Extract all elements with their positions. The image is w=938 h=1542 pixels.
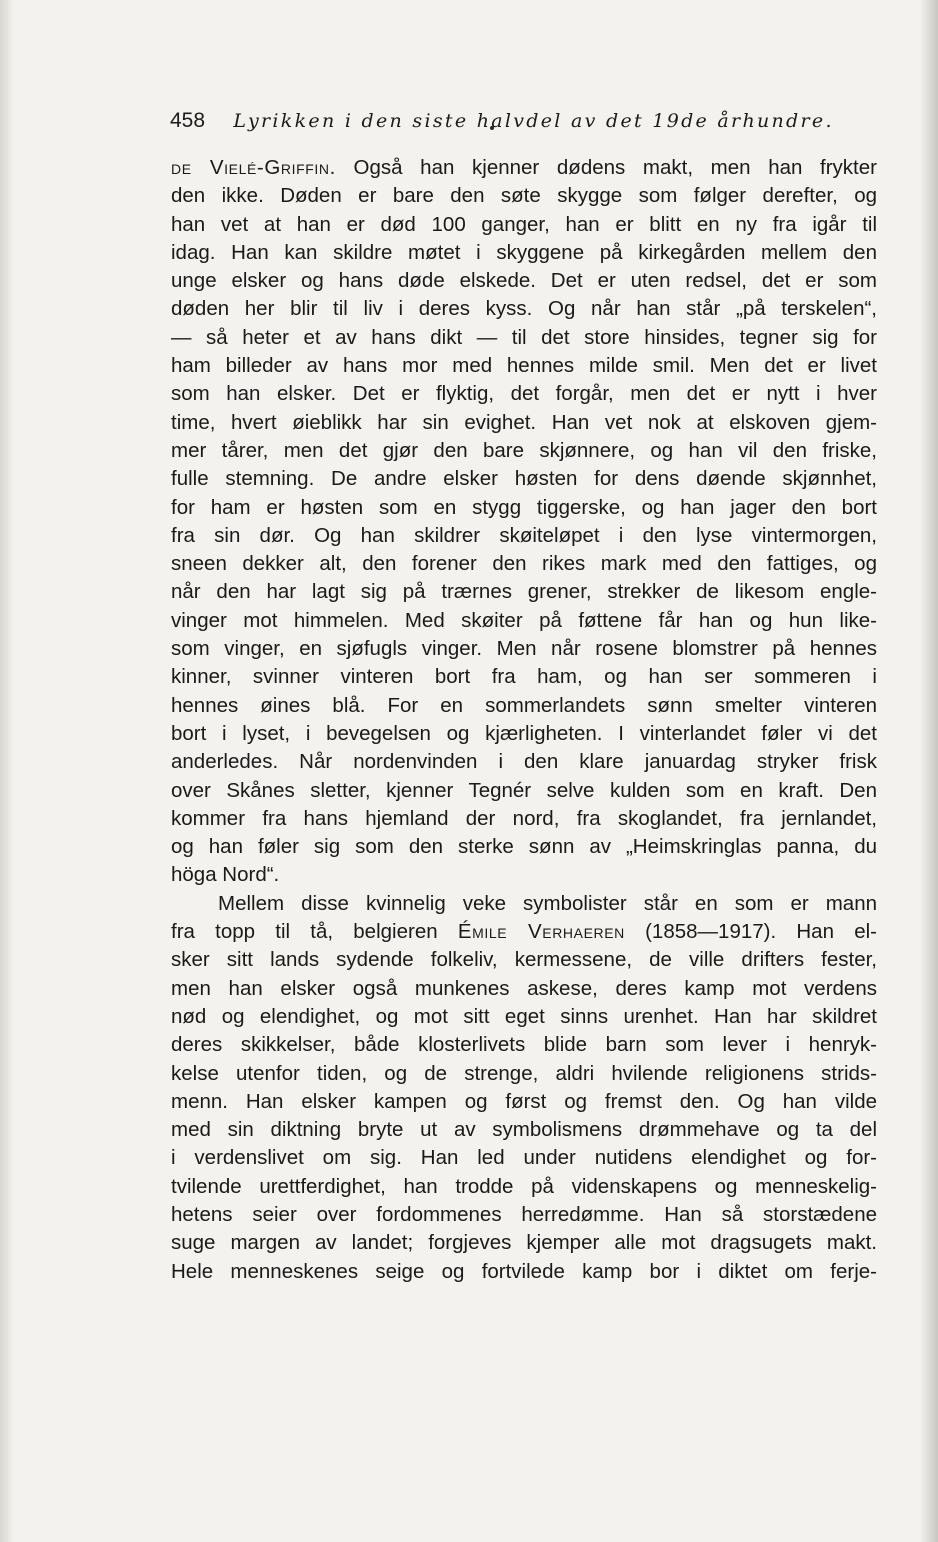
text-line: den ikke. Døden er bare den søte skygge som følger derefter, og <box>171 184 877 208</box>
text-line: han vet at han er død 100 ganger, han er blitt en ny fra igår til <box>171 212 877 236</box>
text-line: mer tårer, men det gjør den bare skjønnere, og han vil den friske, <box>171 438 877 462</box>
text-line: for ham er høsten som en stygg tiggerske, og han jager den bort <box>171 495 877 519</box>
text-line: hennes øines blå. For en sommerlandets sønn smelter vinteren <box>171 693 877 717</box>
text-line: kommer fra hans hjemland der nord, fra skoglandet, fra jernlandet, <box>171 806 877 830</box>
text-line: som han elsker. Det er flyktig, det forgår, men det er nytt i hver <box>171 382 877 406</box>
text-line: — så heter et av hans dikt — til det store hinsides, tegner sig for <box>171 325 877 349</box>
page-edge-shadow <box>920 0 938 1542</box>
text-line: Hele menneskenes seige og fortvilede kamp bor i diktet om ferje- <box>171 1259 877 1283</box>
text-line: over Skånes sletter, kjenner Tegnér selve kulden som en kraft. Den <box>171 778 877 802</box>
text-line: som vinger, en sjøfugls vinger. Men når rosene blomstrer på hennes <box>171 637 877 661</box>
text-line: sneen dekker alt, den forener den rikes mark med den fattiges, og <box>171 552 877 576</box>
text-line: anderledes. Når nordenvinden i den klare januardag stryker frisk <box>171 750 877 774</box>
text-line: når den har lagt sig på trærnes grener, strekker de likesom engle- <box>171 580 877 604</box>
text-line-fragment: Også han kjenner dødens makt, men han frykter <box>335 156 877 179</box>
text-line-fragment: fra topp til tå, belgieren <box>171 920 458 944</box>
text-line: Mellem disse kvinnelig veke symbolister står en som er mann <box>218 891 877 915</box>
author-name: de Vielé-Griffin. <box>171 156 336 179</box>
text-line: vinger mot himmelen. Med skøiter på føttene får han og hun like- <box>171 608 877 632</box>
text-line-fragment: (1858—1917). Han el- <box>624 920 877 944</box>
running-title: Lyrikken i den siste halvdel av det 19de århundre. <box>233 110 834 132</box>
text-line: menn. Han elsker kampen og først og fremst den. Og han vilde <box>171 1089 877 1113</box>
text-line: idag. Han kan skildre møtet i skyggene på kirkegården mellem den <box>171 240 877 264</box>
text-line: med sin diktning bryte ut av symbolismens drømmehave og ta del <box>171 1118 877 1142</box>
text-line: døden her blir til liv i deres kyss. Og når han står „på terskelen“, <box>171 297 877 321</box>
text-line: og han føler sig som den sterke sønn av „Heimskringlas panna, du <box>171 835 877 859</box>
body-text <box>171 154 877 1286</box>
text-line: fra sin dør. Og han skildrer skøiteløpet i den lyse vintermorgen, <box>171 523 877 547</box>
text-line: hetens seier over fordommenes herredømme. Han så storstædene <box>171 1202 877 1226</box>
text-line: time, hvert øieblikk har sin evighet. Han vet nok at elskoven gjem- <box>171 410 877 434</box>
text-line: höga Nord“. <box>171 863 280 887</box>
text-line: ham billeder av hans mor med hennes milde smil. Men det er livet <box>171 354 877 378</box>
author-name: Émile Verhaeren <box>457 920 625 944</box>
text-line: men han elsker også munkenes askese, deres kamp mot verdens <box>171 976 877 1000</box>
text-line: kelse utenfor tiden, og de strenge, aldri hvilende religionens strids- <box>171 1061 877 1085</box>
text-line <box>171 154 877 182</box>
page-number: 458 <box>170 109 206 132</box>
text-line: bort i lyset, i bevegelsen og kjærligheten. I vinterlandet føler vi det <box>171 721 877 745</box>
text-line: nød og elendighet, og mot sitt eget sinns urenhet. Han har skildret <box>171 1004 877 1028</box>
text-line: sker sitt lands sydende folkeliv, kermessene, de ville drifters fester, <box>171 948 877 972</box>
text-line: i verdenslivet om sig. Han led under nutidens elendighet og for- <box>171 1146 877 1170</box>
text-line <box>171 918 877 946</box>
text-line: unge elsker og hans døde elskede. Det er uten redsel, det er som <box>171 269 877 293</box>
text-line: fulle stemning. De andre elsker høsten for dens døende skjønnhet, <box>171 467 877 491</box>
text-line: suge margen av landet; forgjeves kjemper alle mot dragsugets makt. <box>171 1231 877 1255</box>
running-header <box>170 108 870 142</box>
text-line: kinner, svinner vinteren bort fra ham, og han ser sommeren i <box>171 665 877 689</box>
spine-shadow <box>0 0 14 1542</box>
text-line: tvilende urettferdighet, han trodde på videnskapens og menneskelig- <box>171 1174 877 1198</box>
text-line: deres skikkelser, både klosterlivets blide barn som lever i henryk- <box>171 1033 877 1057</box>
